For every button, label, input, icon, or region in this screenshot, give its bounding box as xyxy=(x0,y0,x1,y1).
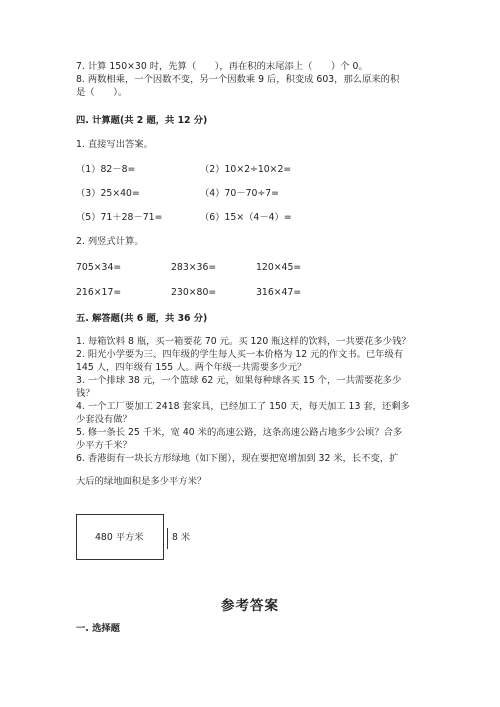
rectangle-area-label: 480 平方米 xyxy=(95,532,144,543)
word-problem-line: 3. 一个排球 38 元，一个篮球 62 元，如果每种球各买 15 个，一共需要花多少 xyxy=(76,375,402,386)
word-problem-line: 6. 香港街有一块长方形绿地（如下图），现在要把宽增加到 32 米，长不变，扩 xyxy=(76,453,399,464)
vertical-calc-item: 120×45= xyxy=(256,262,302,273)
answers-section-1-heading: 一. 选择题 xyxy=(76,623,120,634)
question-7-line: 7. 计算 150×30 时，先算（ ），再在积的末尾添上（ ）个 0。 xyxy=(76,61,368,72)
direct-answer-item: （6）15×（4－4）= xyxy=(200,212,292,223)
direct-answer-item: （3）25×40= xyxy=(76,188,140,199)
direct-answer-instruction: 1. 直接写出答案。 xyxy=(76,139,153,150)
word-problem-line: 大后的绿地面积是多少平方米？ xyxy=(76,476,207,487)
vertical-calc-item: 705×34= xyxy=(76,262,122,273)
word-problem-line: 145 人，四年级有 155 人。两个年级一共需要多少元？ xyxy=(76,362,307,373)
rectangle-width-label: 8 米 xyxy=(172,532,191,543)
word-problem-line: 少套没有做？ xyxy=(76,414,132,425)
question-8-line-2: 是（ ）。 xyxy=(76,87,128,98)
word-problem-line: 5. 修一条长 25 千米，宽 40 米的高速公路，这条高速公路占地多少公顷？合多 xyxy=(76,427,403,438)
vertical-calc-item: 216×17= xyxy=(76,287,122,298)
question-8-line-1: 8. 两数相乘，一个因数不变，另一个因数乘 9 后，积变成 603，那么原来的积 xyxy=(76,74,400,85)
word-problem-line: 少平方千米？ xyxy=(76,440,132,451)
answers-title: 参考答案 xyxy=(221,598,279,614)
word-problem-line: 4. 一个工厂要加工 2418 套家具，已经加工了 150 天，每天加工 13 套，还剩多 xyxy=(76,401,410,412)
vertical-calc-item: 283×36= xyxy=(171,262,217,273)
direct-answer-item: （2）10×2÷10×2= xyxy=(200,164,292,175)
direct-answer-item: （4）70－70÷7= xyxy=(200,188,279,199)
vertical-calc-item: 316×47= xyxy=(256,287,302,298)
section-4-heading: 四. 计算题(共 2 题，共 12 分) xyxy=(76,115,208,126)
section-5-heading: 五. 解答题(共 6 题，共 36 分) xyxy=(76,313,208,324)
direct-answer-item: （5）71＋28－71= xyxy=(76,212,163,223)
vertical-calc-instruction: 2. 列竖式计算。 xyxy=(76,236,144,247)
word-problem-line: 2. 阳光小学要为三、四年级的学生每人买一本价格为 12 元的作文书。已年级有 xyxy=(76,349,404,360)
word-problem-line: 钱？ xyxy=(76,388,95,399)
word-problem-line: 1. 每箱饮料 8 瓶，买一箱要花 70 元。买 120 瓶这样的饮料，一共要花多少钱？ xyxy=(76,336,411,347)
direct-answer-item: （1）82－8= xyxy=(76,164,136,175)
vertical-calc-item: 230×80= xyxy=(171,287,217,298)
width-dimension-line xyxy=(167,528,168,549)
